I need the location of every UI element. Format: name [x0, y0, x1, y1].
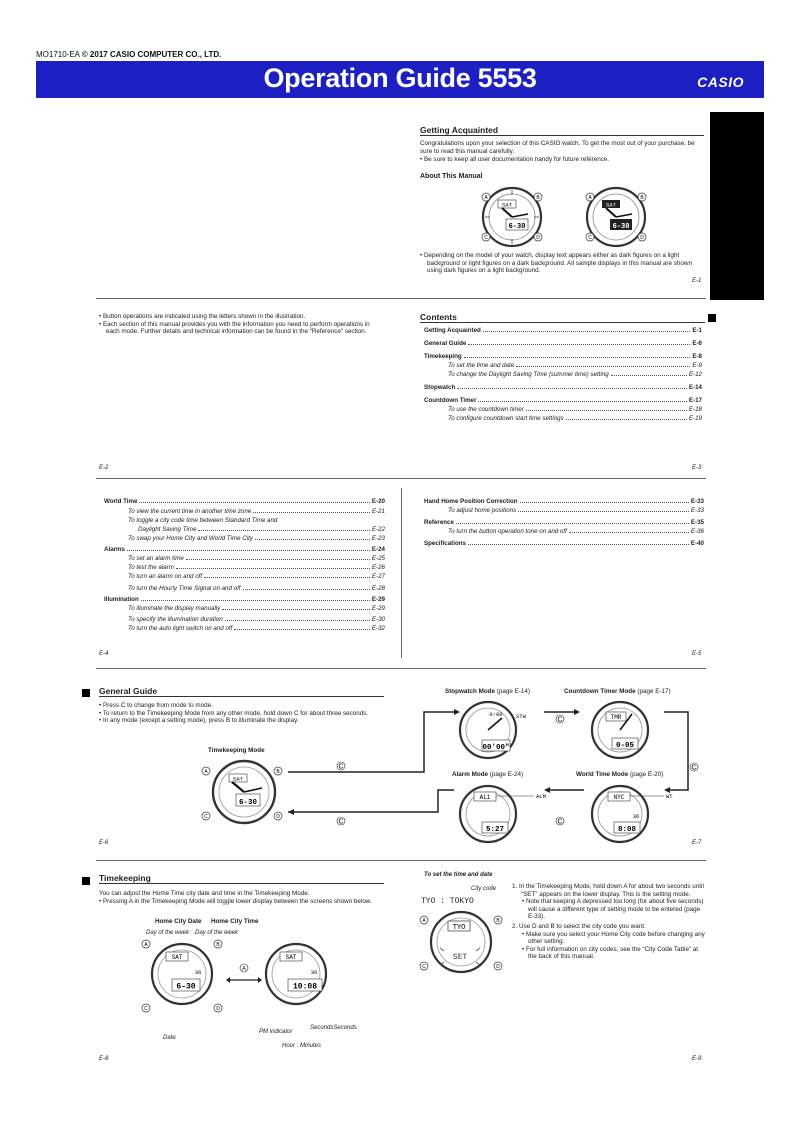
- world-time-seconds: 36: [632, 813, 640, 820]
- step-item: 1. In the Timekeeping Mode, hold down A for about two seconds until “SET” appears on the lower display. This is the setting mode.: [512, 883, 704, 898]
- toc-entry[interactable]: To turn the Hourly Time Signal on and off E-28: [128, 585, 385, 592]
- button-a-label: A: [204, 769, 208, 775]
- watch-date: 6-30: [176, 982, 196, 992]
- toc-entry[interactable]: Specifications E-40: [424, 540, 704, 547]
- home-city-time-label: Home City Time: [211, 918, 259, 925]
- section-marker: [82, 689, 90, 697]
- toc-entry[interactable]: To adjust home positions E-33: [448, 507, 704, 514]
- alarm-mode-label: Alarm Mode (page E-24): [452, 771, 524, 778]
- timekeeping-watch: [198, 758, 290, 826]
- pm-indicator-label: PM indicator: [259, 1029, 293, 1035]
- city-code-display: TYO: [452, 924, 466, 932]
- button-a-label: A: [588, 195, 592, 201]
- countdown-mode-label: Countdown Timer Mode (page E-17): [564, 688, 671, 695]
- alarm-number: AL1: [479, 794, 491, 801]
- toc-entry[interactable]: Reference E-35: [424, 519, 704, 526]
- section-marker: [82, 877, 90, 885]
- toc-entry[interactable]: To specify the illumination duration E-30: [128, 616, 385, 623]
- watch-day: SAT: [233, 775, 243, 783]
- button-b-label: B: [536, 195, 540, 201]
- setting-mode-watch: [418, 906, 504, 978]
- page-number: E-9: [692, 1056, 702, 1062]
- watch-day: SAT: [171, 954, 183, 961]
- alarm-indicator: ALM: [536, 793, 546, 800]
- divider: [96, 298, 706, 299]
- toggle-arrow: [226, 960, 262, 990]
- button-b-label: B: [640, 195, 644, 201]
- timer-indicator: TMR: [610, 714, 622, 721]
- watch-day: SAT: [606, 201, 616, 209]
- watch-day: SAT: [285, 954, 297, 961]
- stopwatch-indicator: STW: [516, 713, 526, 720]
- toc-entry[interactable]: Illumination E-29: [104, 596, 385, 603]
- toc-entry[interactable]: To set the time and date E-9: [448, 362, 702, 369]
- intro-text: Congratulations upon your selection of this CASIO watch. To get the most out of your purchase, be sure to read this manual carefully.: [420, 140, 695, 155]
- button-c-label: C: [484, 235, 488, 241]
- watch-date: 6-30: [508, 223, 526, 231]
- watch-date: 6-30: [238, 799, 258, 807]
- toc-entry[interactable]: Alarms E-24: [104, 546, 385, 553]
- button-b-label: B: [276, 769, 280, 775]
- toc-entry[interactable]: To swap your Home City and World Time City E-23: [128, 535, 385, 542]
- home-city-date-label: Home City Date: [155, 918, 202, 925]
- seconds-label: SecondsSeconds: [310, 1025, 357, 1031]
- section-heading: General Guide: [99, 686, 384, 697]
- toc-entry[interactable]: Timekeeping E-8: [424, 353, 702, 360]
- day-of-week-label: Day of the week: [195, 930, 239, 936]
- toc-entry[interactable]: General Guide E-6: [424, 340, 702, 347]
- divider: [96, 860, 706, 861]
- countdown-watch: [590, 700, 670, 760]
- toc-entry[interactable]: To turn the button operation tone on and off E-36: [448, 528, 704, 535]
- timekeeping-mode-label: Timekeeping Mode: [208, 747, 265, 754]
- stopwatch-reading: 00'00": [482, 744, 510, 752]
- button-a-label: A: [144, 942, 148, 948]
- section-tab: [710, 112, 764, 300]
- toc-entry[interactable]: To configure countdown start time settings E-19: [448, 415, 702, 422]
- stopwatch-top: 0:00: [489, 711, 503, 718]
- button-c-label: C: [691, 764, 697, 772]
- watch-time: 10:08: [292, 982, 318, 992]
- page-number: E-5: [692, 651, 702, 657]
- home-date-watch: [140, 938, 224, 1016]
- button-c-label: C: [557, 716, 563, 724]
- timer-reading: 0-05: [615, 742, 635, 750]
- watch-illustration: [466, 186, 558, 248]
- page-number: E-2: [99, 465, 109, 471]
- divider: [96, 668, 706, 669]
- toc-entry[interactable]: To use the countdown timer E-18: [448, 406, 702, 413]
- set-indicator: SET: [452, 953, 468, 962]
- city-code-label: City code: [471, 886, 497, 892]
- step-item: 2. Use D and B to select the city code you want.: [512, 922, 646, 930]
- button-c-label: C: [422, 964, 426, 970]
- toc-entry[interactable]: Getting Acquainted E-1: [424, 327, 702, 334]
- watch-seconds: 36: [194, 969, 202, 976]
- world-time-mode-label: World Time Mode (page E-20): [576, 771, 664, 778]
- toc-entry[interactable]: To set an alarm time E-25: [128, 555, 385, 562]
- button-d-label: D: [536, 235, 540, 241]
- city-code: NYC: [613, 794, 625, 801]
- button-c-label: C: [204, 814, 208, 820]
- bullet-item: • Each section of this manual provides you with the information you need to perform operations in each mode. Further details and technical information can be found in the “Reference” section.: [99, 320, 370, 336]
- toc-entry[interactable]: To toggle a city code time between Standard Time and: [128, 517, 278, 524]
- section-heading: Timekeeping: [99, 873, 384, 884]
- bullet-item: • Button operations are indicated using the letters shown in the illustration.: [99, 313, 306, 320]
- button-c-label: C: [144, 1006, 148, 1012]
- section-marker: [708, 314, 716, 322]
- toc-entry[interactable]: Daylight Saving Time E-22: [138, 526, 385, 533]
- toc-entry[interactable]: To change the Daylight Saving Time (summer time) setting E-12: [448, 371, 702, 378]
- watch-day: SAT: [502, 201, 512, 209]
- bullet-item: • Depending on the model of your watch, display text appears either as dark figures on a light background or light figures on a dark background. All sample displays in this manual are shown using dark figures on a light background.: [420, 252, 692, 275]
- world-time-watch: [590, 784, 690, 844]
- watch-seconds: 36: [310, 969, 318, 976]
- button-a-label: A: [422, 918, 426, 924]
- button-d-label: D: [640, 235, 644, 241]
- alarm-watch: [458, 784, 558, 844]
- button-a-label: A: [484, 195, 488, 201]
- bullet-item: • To return to the Timekeeping Mode from any other mode, hold down C for about three seconds.: [99, 709, 369, 717]
- world-time-reading: 8:08: [617, 826, 637, 834]
- watch-date: 6-30: [612, 223, 630, 231]
- page-number: E-4: [99, 651, 109, 657]
- button-c-label: C: [588, 235, 592, 241]
- page-number: E-7: [692, 840, 702, 846]
- toc-entry[interactable]: Stopwatch E-14: [424, 384, 702, 391]
- bullet-item: • In any mode (except a setting mode), press B to illuminate the display.: [99, 717, 299, 725]
- page-number: E-3: [692, 465, 702, 471]
- stopwatch-mode-label: Stopwatch Mode (page E-14): [445, 688, 531, 695]
- world-time-indicator: WT: [666, 793, 673, 800]
- bullet-item: • For full information on city codes, see the “City Code Table” at the back of this manual.: [522, 945, 699, 961]
- bullet-item: • Be sure to keep all user documentation handy for future reference.: [420, 156, 610, 163]
- intro-text: You can adjust the Home Time city date and time in the Timekeeping Mode.: [99, 890, 310, 897]
- button-c-label: C: [338, 763, 344, 771]
- copyright-text: © 2017 CASIO COMPUTER CO., LTD.: [81, 50, 222, 59]
- button-c-label: C: [338, 818, 344, 826]
- page-title: Operation Guide 5553: [263, 63, 537, 93]
- button-d-label: D: [276, 814, 280, 820]
- button-d-label: D: [216, 1006, 220, 1012]
- date-label: Date: [163, 1035, 176, 1041]
- copyright-line: [36, 50, 221, 59]
- toc-entry[interactable]: To turn the auto light switch on and off E-32: [128, 625, 385, 632]
- stopwatch-watch: [458, 700, 538, 760]
- table-of-contents: [424, 498, 704, 549]
- toc-entry[interactable]: To illuminate the display manually E-29: [128, 605, 385, 612]
- page-number: E-8: [99, 1056, 109, 1062]
- button-b-label: B: [496, 918, 500, 924]
- home-time-watch: [262, 938, 332, 1016]
- day-of-week-label: Day of the week: [146, 930, 190, 936]
- page-number: E-1: [692, 278, 702, 284]
- toc-entry[interactable]: World Time E-20: [104, 498, 385, 505]
- table-of-contents: [104, 498, 385, 634]
- manual-code: MO1710-EA: [36, 50, 80, 59]
- subsection-heading: About This Manual: [420, 173, 483, 180]
- section-heading: Getting Acquainted: [420, 125, 704, 136]
- toc-entry[interactable]: To test the alarm E-26: [128, 564, 385, 571]
- procedure-heading: To set the time and date: [424, 872, 493, 878]
- button-b-label: B: [216, 942, 220, 948]
- button-c-label: C: [557, 818, 563, 826]
- procedure-steps: [512, 883, 707, 961]
- city-name-display: TYO : TOKYO: [421, 897, 474, 906]
- bullet-item: • Make sure you select your Home City code before changing any other setting.: [522, 930, 705, 946]
- divider: [401, 488, 402, 658]
- title-banner: [36, 61, 764, 98]
- bullet-item: • Pressing A in the Timekeeping Mode will toggle lower display between the screens shown below.: [99, 898, 372, 905]
- button-a-label: A: [241, 966, 247, 973]
- toc-entry[interactable]: Countdown Timer E-17: [424, 397, 702, 404]
- alarm-time: 5:27: [485, 826, 505, 834]
- watch-illustration-dark: [570, 186, 662, 248]
- bullet-item: • Press C to change from mode to mode.: [99, 702, 213, 709]
- casio-logo: CASIO: [697, 74, 744, 90]
- button-d-label: D: [496, 964, 500, 970]
- hour-minutes-label: Hour : Minutes: [282, 1043, 322, 1049]
- bullet-item: • Note that keeping A depressed too long (for about five seconds) will cause a different type of setting mode to be entered (page E-33).: [522, 898, 704, 921]
- divider: [96, 478, 706, 479]
- toc-entry[interactable]: Hand Home Position Correction E-33: [424, 498, 704, 505]
- page-number: E-6: [99, 840, 109, 846]
- toc-entry[interactable]: To view the current time in another time zone E-21: [128, 508, 385, 515]
- section-heading: Contents: [420, 312, 705, 323]
- toc-entry[interactable]: To turn an alarm on and off E-27: [128, 573, 385, 580]
- table-of-contents: [424, 327, 702, 424]
